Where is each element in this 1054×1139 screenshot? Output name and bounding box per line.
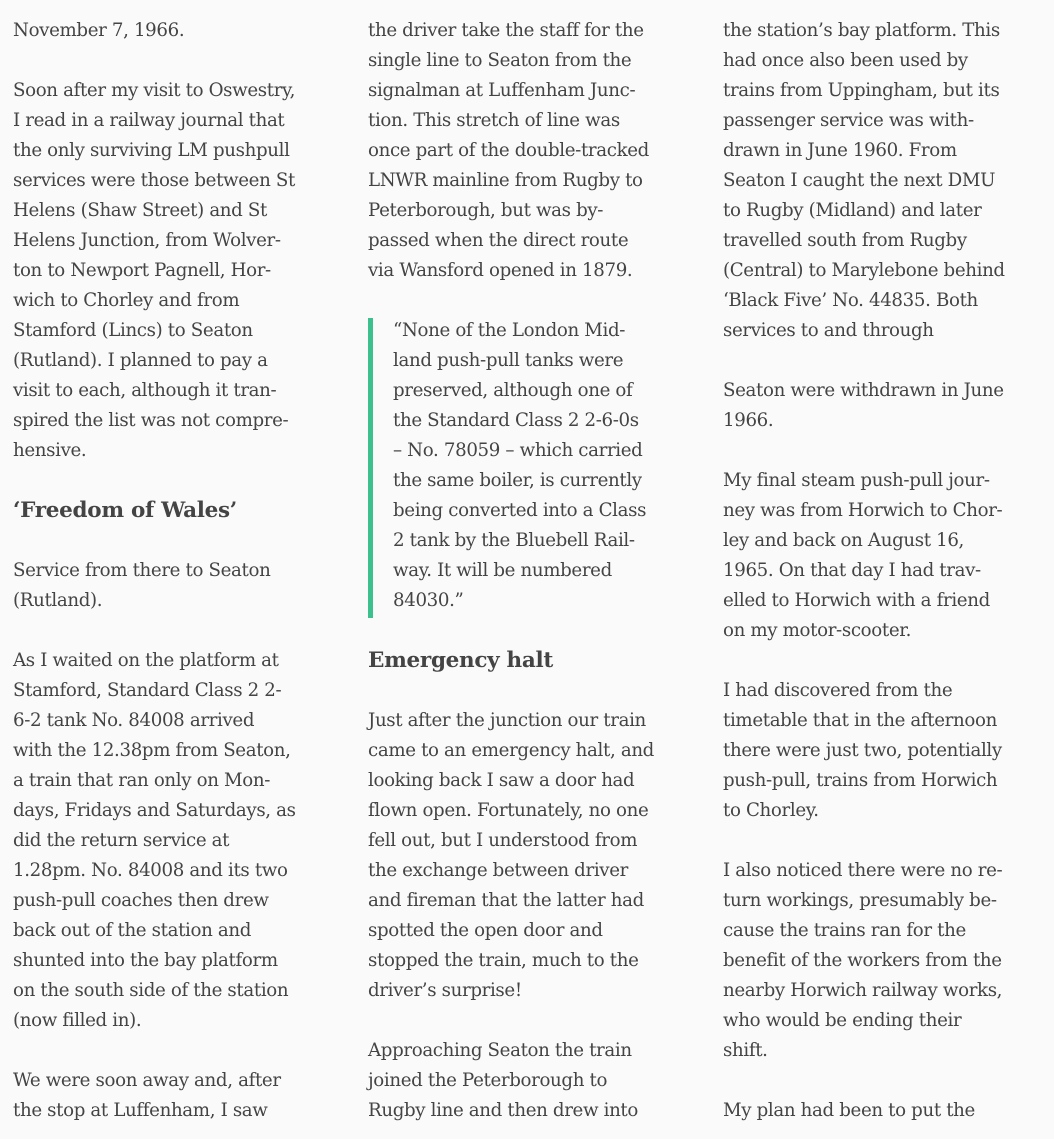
paragraph xyxy=(13,16,343,46)
text-line: came to an emergency halt, and xyxy=(368,740,654,761)
text-line: (now filled in). xyxy=(13,1010,142,1031)
text-line: 1966. xyxy=(723,410,774,431)
paragraph-spacer xyxy=(723,826,1053,856)
text-line: Just after the junction our train xyxy=(368,710,646,731)
text-line: shift. xyxy=(723,1040,768,1061)
text-line: 1.28pm. No. 84008 and its two xyxy=(13,860,288,881)
paragraph-spacer xyxy=(723,346,1053,376)
paragraph xyxy=(368,706,698,1006)
text-line: the station’s bay platform. This xyxy=(723,20,1000,41)
text-line: services to and through xyxy=(723,320,934,341)
text-line: I had discovered from the xyxy=(723,680,953,701)
pull-quote xyxy=(368,316,698,616)
text-line: a train that ran only on Mon- xyxy=(13,770,271,791)
text-line: 6-2 tank No. 84008 arrived xyxy=(13,710,255,731)
text-line: I read in a railway journal that xyxy=(13,110,285,131)
text-line: with the 12.38pm from Seaton, xyxy=(13,740,291,761)
article-column-2 xyxy=(368,16,698,1126)
text-line: had once also been used by xyxy=(723,50,968,71)
text-line: on my motor-scooter. xyxy=(723,620,912,641)
text-line: Stamford, Standard Class 2 2- xyxy=(13,680,282,701)
text-line: signalman at Luffenham Junc- xyxy=(368,80,636,101)
text-line: back out of the station and xyxy=(13,920,252,941)
text-line: the same boiler, is currently xyxy=(393,470,642,491)
text-line: single line to Seaton from the xyxy=(368,50,632,71)
text-line: ton to Newport Pagnell, Hor- xyxy=(13,260,271,281)
paragraph xyxy=(368,16,698,286)
paragraph-spacer xyxy=(13,616,343,646)
text-line: looking back I saw a door had xyxy=(368,770,635,791)
text-line: ‘Black Five’ No. 44835. Both xyxy=(723,290,978,311)
paragraph-spacer xyxy=(13,1036,343,1066)
text-line: cause the trains ran for the xyxy=(723,920,966,941)
paragraph-spacer xyxy=(13,526,343,556)
text-line: spired the list was not compre- xyxy=(13,410,289,431)
paragraph xyxy=(13,556,343,616)
text-line: (Central) to Marylebone behind xyxy=(723,260,1005,281)
text-line: “None of the London Mid- xyxy=(393,320,626,341)
text-line: 2 tank by the Bluebell Rail- xyxy=(393,530,635,551)
text-line: way. It will be numbered xyxy=(393,560,612,581)
paragraph xyxy=(13,1066,343,1126)
text-line: the driver take the staff for the xyxy=(368,20,644,41)
text-line: As I waited on the platform at xyxy=(13,650,279,671)
text-line: We were soon away and, after xyxy=(13,1070,281,1091)
paragraph xyxy=(723,16,1053,346)
text-line: preserved, although one of xyxy=(393,380,633,401)
text-line: being converted into a Class xyxy=(393,500,647,521)
text-line: push-pull coaches then drew xyxy=(13,890,269,911)
paragraph xyxy=(723,466,1053,646)
text-line: trains from Uppingham, but its xyxy=(723,80,1000,101)
paragraph xyxy=(723,676,1053,826)
paragraph xyxy=(368,1036,698,1126)
text-line: Helens (Shaw Street) and St xyxy=(13,200,267,221)
paragraph-spacer xyxy=(13,466,343,496)
text-line: Seaton were withdrawn in June xyxy=(723,380,1004,401)
text-line: driver’s surprise! xyxy=(368,980,522,1001)
text-line: (Rutland). xyxy=(13,590,103,611)
text-line: turn workings, presumably be- xyxy=(723,890,997,911)
paragraph-spacer xyxy=(368,1006,698,1036)
text-line: Seaton I caught the next DMU xyxy=(723,170,996,191)
text-line: Peterborough, but was by- xyxy=(368,200,604,221)
text-line: the exchange between driver xyxy=(368,860,628,881)
text-line: fell out, but I understood from xyxy=(368,830,638,851)
text-line: who would be ending their xyxy=(723,1010,962,1031)
text-line: passed when the direct route xyxy=(368,230,629,251)
text-line: passenger service was with- xyxy=(723,110,974,131)
text-line: the only surviving LM pushpull xyxy=(13,140,290,161)
text-line: push-pull, trains from Horwich xyxy=(723,770,998,791)
text-line: hensive. xyxy=(13,440,87,461)
text-line: ney was from Horwich to Chor- xyxy=(723,500,1003,521)
text-line: drawn in June 1960. From xyxy=(723,140,957,161)
text-line: shunted into the bay platform xyxy=(13,950,278,971)
text-line: (Rutland). I planned to pay a xyxy=(13,350,268,371)
text-line: days, Fridays and Saturdays, as xyxy=(13,800,296,821)
text-line: My final steam push-pull jour- xyxy=(723,470,990,491)
paragraph-spacer xyxy=(368,286,698,316)
paragraph-spacer xyxy=(13,46,343,76)
text-line: the stop at Luffenham, I saw xyxy=(13,1100,268,1121)
text-line: Service from there to Seaton xyxy=(13,560,271,581)
paragraph xyxy=(13,646,343,1036)
text-line: – No. 78059 – which carried xyxy=(393,440,643,461)
text-line: timetable that in the afternoon xyxy=(723,710,997,731)
text-line: services were those between St xyxy=(13,170,295,191)
text-line: via Wansford opened in 1879. xyxy=(368,260,633,281)
text-line: spotted the open door and xyxy=(368,920,603,941)
text-line: Approaching Seaton the train xyxy=(368,1040,632,1061)
text-line: elled to Horwich with a friend xyxy=(723,590,990,611)
text-line: 1965. On that day I had trav- xyxy=(723,560,981,581)
text-line: My plan had been to put the xyxy=(723,1100,975,1121)
text-line: there were just two, potentially xyxy=(723,740,1002,761)
text-line: land push-pull tanks were xyxy=(393,350,624,371)
text-line: the Standard Class 2 2-6-0s xyxy=(393,410,639,431)
text-line: Stamford (Lincs) to Seaton xyxy=(13,320,253,341)
text-line: LNWR mainline from Rugby to xyxy=(368,170,643,191)
paragraph-spacer xyxy=(723,646,1053,676)
text-line: ley and back on August 16, xyxy=(723,530,964,551)
section-heading: ‘Freedom of Wales’ xyxy=(13,498,237,523)
text-line: benefit of the workers from the xyxy=(723,950,1002,971)
article-column-3 xyxy=(723,16,1053,1126)
article-column-1 xyxy=(13,16,343,1126)
text-line: Rugby line and then drew into xyxy=(368,1100,638,1121)
paragraph xyxy=(723,856,1053,1066)
paragraph xyxy=(13,76,343,466)
text-line: once part of the double-tracked xyxy=(368,140,649,161)
text-line: to Rugby (Midland) and later xyxy=(723,200,982,221)
text-line: Helens Junction, from Wolver- xyxy=(13,230,281,251)
paragraph-spacer xyxy=(723,436,1053,466)
text-line: visit to each, although it tran- xyxy=(13,380,277,401)
paragraph-spacer xyxy=(368,616,698,646)
text-line: joined the Peterborough to xyxy=(368,1070,608,1091)
text-line: on the south side of the station xyxy=(13,980,289,1001)
text-line: I also noticed there were no re- xyxy=(723,860,1003,881)
text-line: travelled south from Rugby xyxy=(723,230,967,251)
text-line: 84030.” xyxy=(393,590,464,611)
text-line: Soon after my visit to Oswestry, xyxy=(13,80,296,101)
text-line: tion. This stretch of line was xyxy=(368,110,620,131)
paragraph-spacer xyxy=(723,1066,1053,1096)
text-line: nearby Horwich railway works, xyxy=(723,980,1003,1001)
paragraph-spacer xyxy=(368,676,698,706)
text-line: wich to Chorley and from xyxy=(13,290,240,311)
paragraph xyxy=(723,1096,1053,1126)
text-line: stopped the train, much to the xyxy=(368,950,639,971)
text-line: to Chorley. xyxy=(723,800,819,821)
paragraph xyxy=(723,376,1053,436)
text-line: flown open. Fortunately, no one xyxy=(368,800,649,821)
text-line: November 7, 1966. xyxy=(13,20,185,41)
section-heading: Emergency halt xyxy=(368,648,554,673)
text-line: and fireman that the latter had xyxy=(368,890,644,911)
text-line: did the return service at xyxy=(13,830,230,851)
